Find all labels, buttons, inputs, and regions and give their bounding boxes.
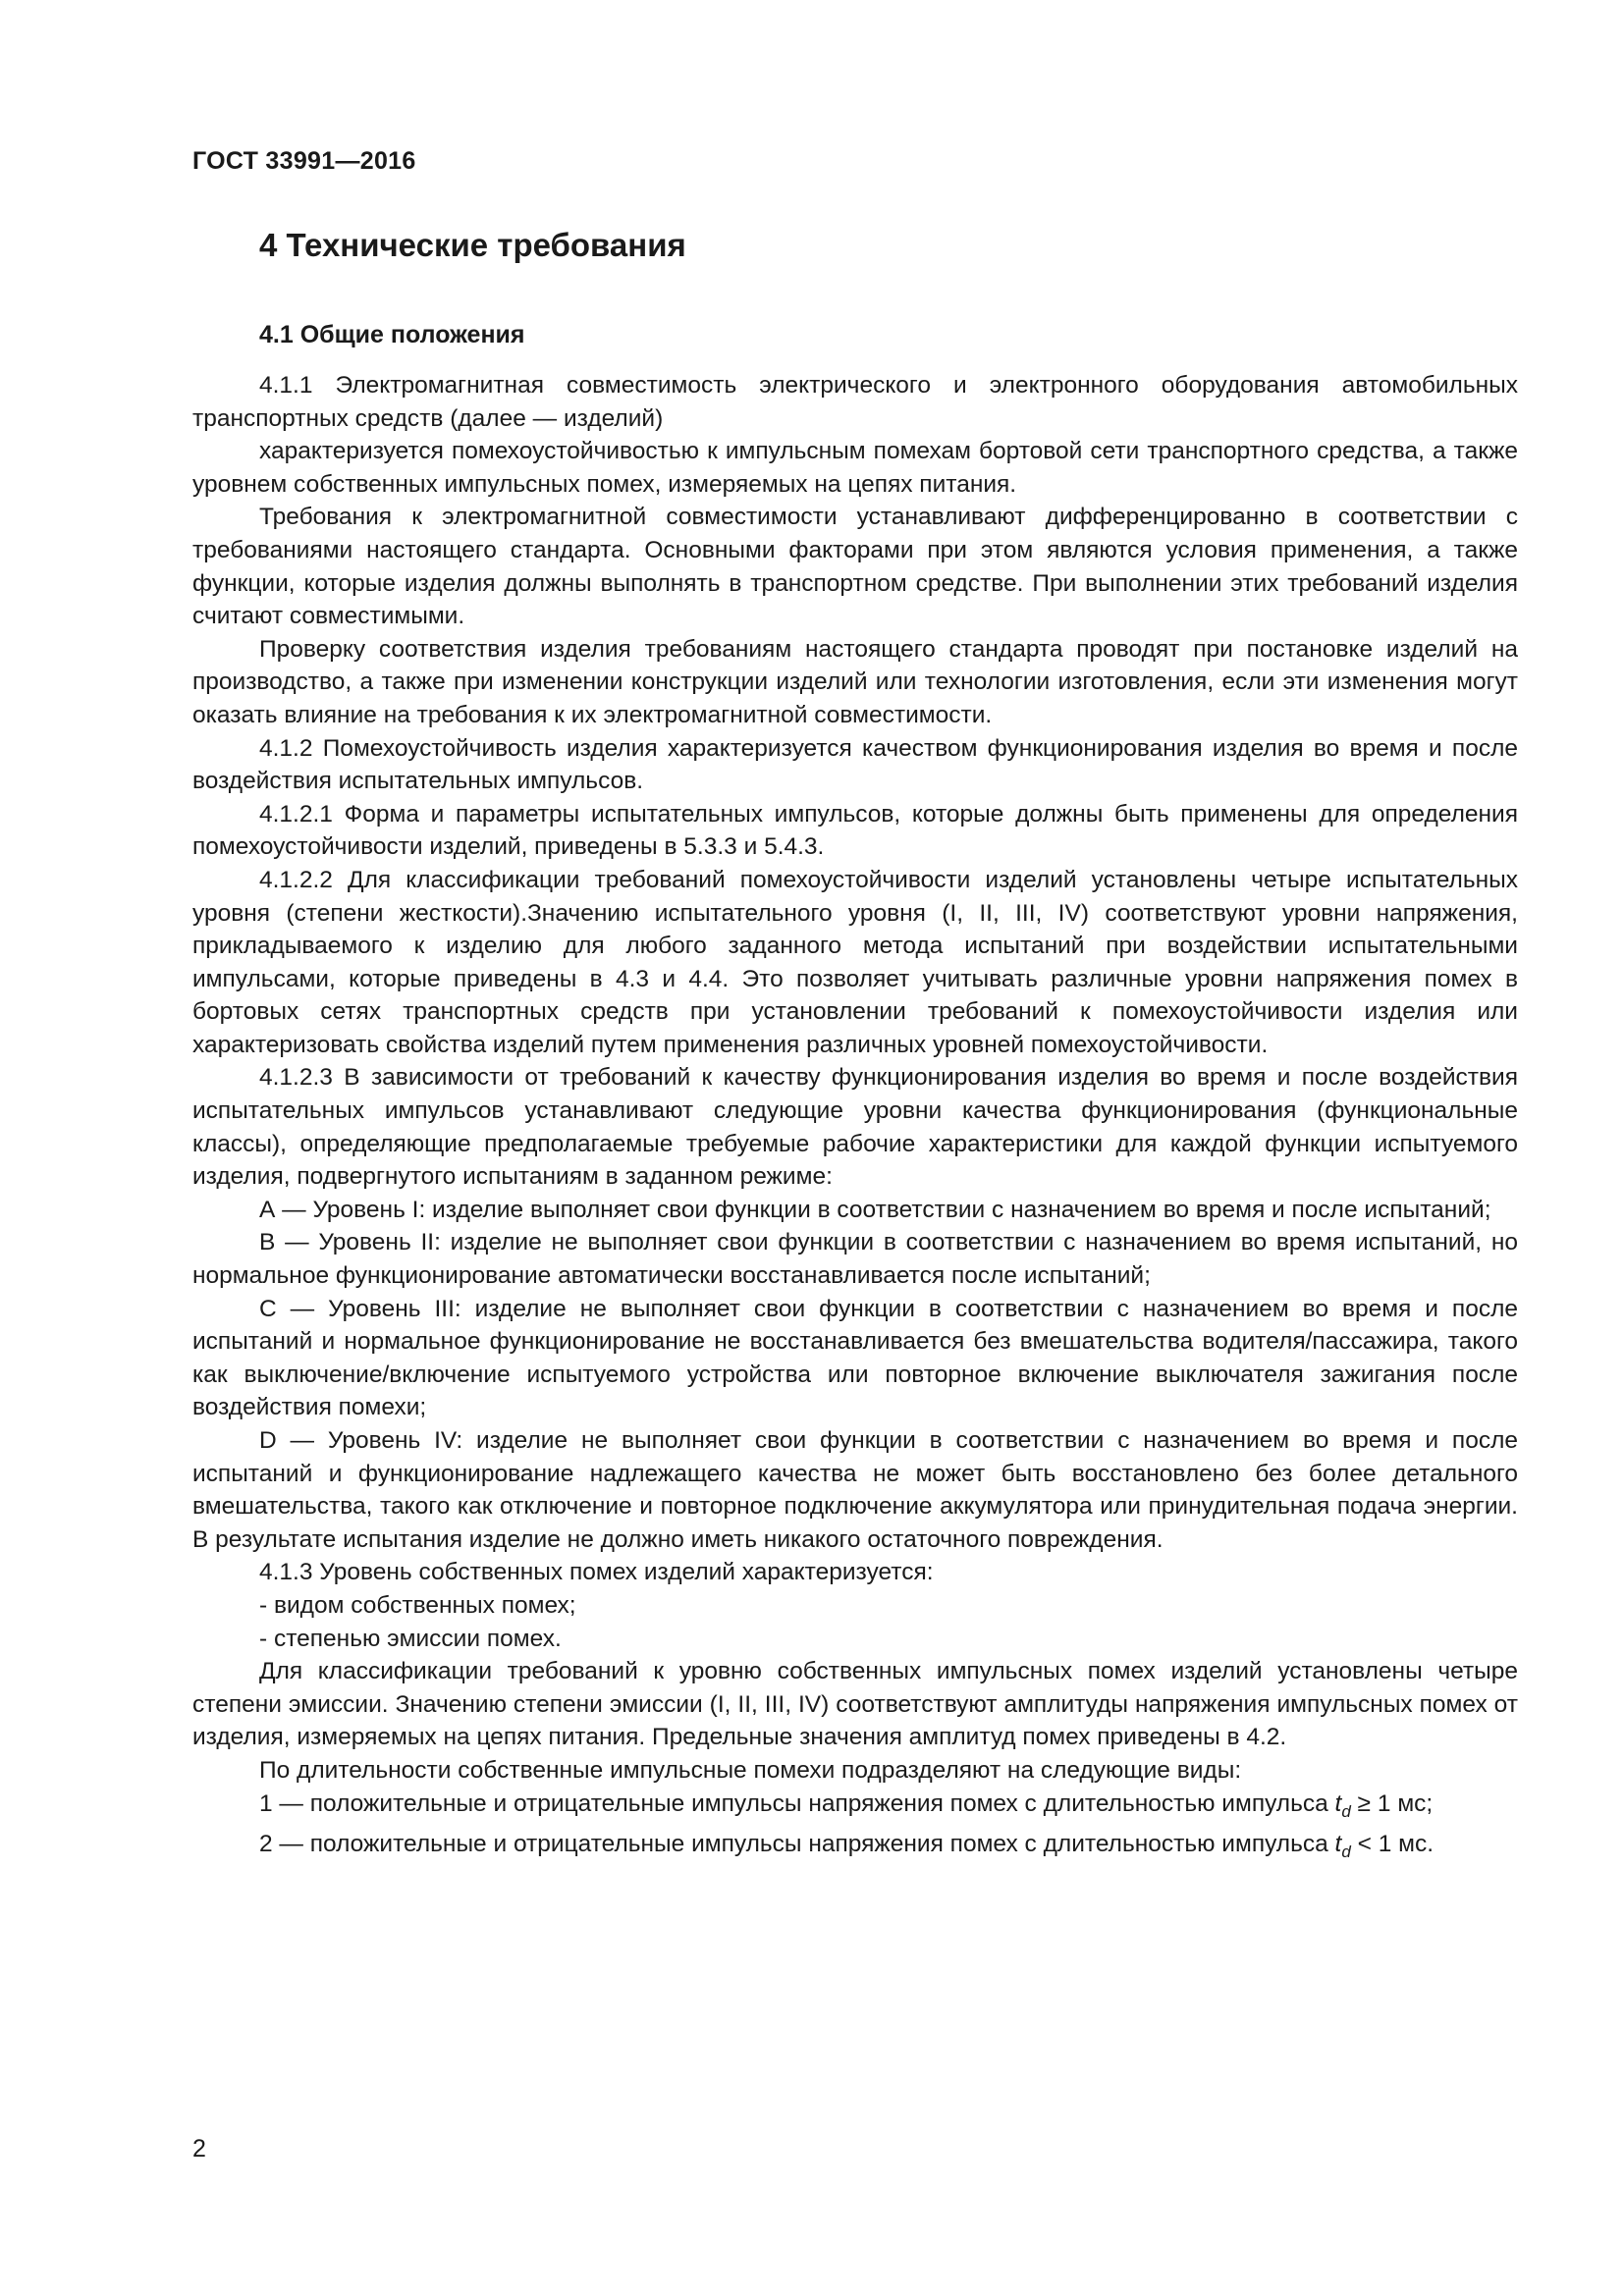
- paragraph: В — Уровень II: изделие не выполняет свои функции в соответствии с назначением во время испытаний, но нормальное функционирование автоматически восстанавливается после испытаний;: [192, 1229, 1518, 1290]
- impulse-type-text: 1 — положительные и отрицательные импульсы напряжения помех с длительностью импульса: [259, 1789, 1328, 1817]
- paragraph: 4.1.1 Электромагнитная совместимость электрического и электронного оборудования автомобильных транспортных средств (далее — изделий): [192, 372, 1518, 432]
- impulse-type-text: 2 — положительные и отрицательные импульсы напряжения помех с длительностью импульса: [259, 1831, 1328, 1858]
- paragraph: Проверку соответствия изделия требованиям настоящего стандарта проводят при постановке изделий на производство, а также при изменении конструкции изделий или технологии изготовления, если эти изменения могут оказать влияние на требования к их электромагнитной совместимости.: [192, 635, 1518, 728]
- paragraph: С — Уровень III: изделие не выполняет свои функции в соответствии с назначением во время и после испытаний и нормальное функционирование не восстанавливается без вмешательства водителя/пассажира, такого как выключение/включение испытуемого устройства или повторное включение выключателя зажигания после воздействия помехи;: [192, 1295, 1518, 1421]
- list-item: - степенью эмиссии помех.: [259, 1625, 562, 1652]
- impulse-type-2: [192, 1828, 1518, 1868]
- paragraph: 4.1.3 Уровень собственных помех изделий характеризуется:: [259, 1559, 934, 1586]
- paragraph: А — Уровень I: изделие выполняет свои функции в соответствии с назначением во время и после испытаний;: [259, 1196, 1491, 1223]
- list-item: - видом собственных помех;: [259, 1591, 576, 1619]
- paragraph: Требования к электромагнитной совместимости устанавливают дифференцированно в соответствии с требованиями настоящего стандарта. Основными факторами при этом являются условия применения, а также функции, которые изделия должны выполнять в транспортном средстве. При выполнении этих требований изделия считают совместимыми.: [192, 504, 1518, 630]
- document-header: ГОСТ 33991—2016: [192, 147, 416, 175]
- section-title: 4 Технические требования: [259, 227, 686, 263]
- paragraph: 4.1.2.1 Форма и параметры испытательных импульсов, которые должны быть применены для определения помехоустойчивости изделий, приведены в 5.3.3 и 5.4.3.: [192, 800, 1518, 861]
- subsection-title: 4.1 Общие положения: [259, 321, 525, 348]
- paragraph: характеризуется помехоустойчивостью к импульсным помехам бортовой сети транспортного средства, а также уровнем собственных импульсных помех, измеряемых на цепях питания.: [192, 438, 1518, 498]
- paragraph: 4.1.2.3 В зависимости от требований к качеству функционирования изделия во время и после воздействия испытательных импульсов устанавливают следующие уровни качества функционирования (функциональные классы), определяющие предполагаемые требуемые рабочие характеристики для каждой функции испытуемого изделия, подвергнутого испытаниям в заданном режиме:: [192, 1064, 1518, 1191]
- paragraph: По длительности собственные импульсные помехи подразделяют на следующие виды:: [259, 1756, 1242, 1784]
- paragraph: D — Уровень IV: изделие не выполняет свои функции в соответствии с назначением во время и после испытаний и функционирование надлежащего качества не может быть восстановлено без более детального вмешательства, такого как отключение и повторное подключение аккумулятора или принудительная подача энергии. В результате испытания изделие не должно иметь никакого остаточного повреждения.: [192, 1427, 1518, 1553]
- page-number: 2: [192, 2135, 206, 2163]
- document-body: [192, 220, 1518, 1869]
- paragraph: 4.1.2 Помехоустойчивость изделия характеризуется качеством функционирования изделия во время и после воздействия испытательных импульсов.: [192, 734, 1518, 795]
- duration-condition: ≥ 1 мс;: [1350, 1789, 1434, 1817]
- duration-condition: < 1 мс.: [1350, 1831, 1435, 1858]
- paragraph: 4.1.2.2 Для классификации требований помехоустойчивости изделий установлены четыре испытательных уровня (степени жесткости).Значению испытательного уровня (I, II, III, IV) соответствуют уровни напряжения, прикладываемого к изделию для любого заданного метода испытаний при воздействии испытательными импульсами, которые приведены в 4.3 и 4.4. Это позволяет учитывать различные уровни напряжения помех в бортовых сетях транспортных средств при установлении требований к помехоустойчивости изделия или характеризовать свойства изделий путем применения различных уровней помехоустойчивости.: [192, 866, 1518, 1058]
- duration-variable: $t_d$: [1334, 1789, 1351, 1821]
- paragraph: Для классификации требований к уровню собственных импульсных помех изделий установлены четыре степени эмиссии. Значению степени эмиссии (I, II, III, IV) соответствуют амплитуды напряжения импульсных помех от изделия, измеряемых на цепях питания. Предельные значения амплитуд помех приведены в 4.2.: [192, 1658, 1518, 1751]
- impulse-type-1: [192, 1788, 1518, 1828]
- duration-variable: $t_d$: [1334, 1831, 1351, 1861]
